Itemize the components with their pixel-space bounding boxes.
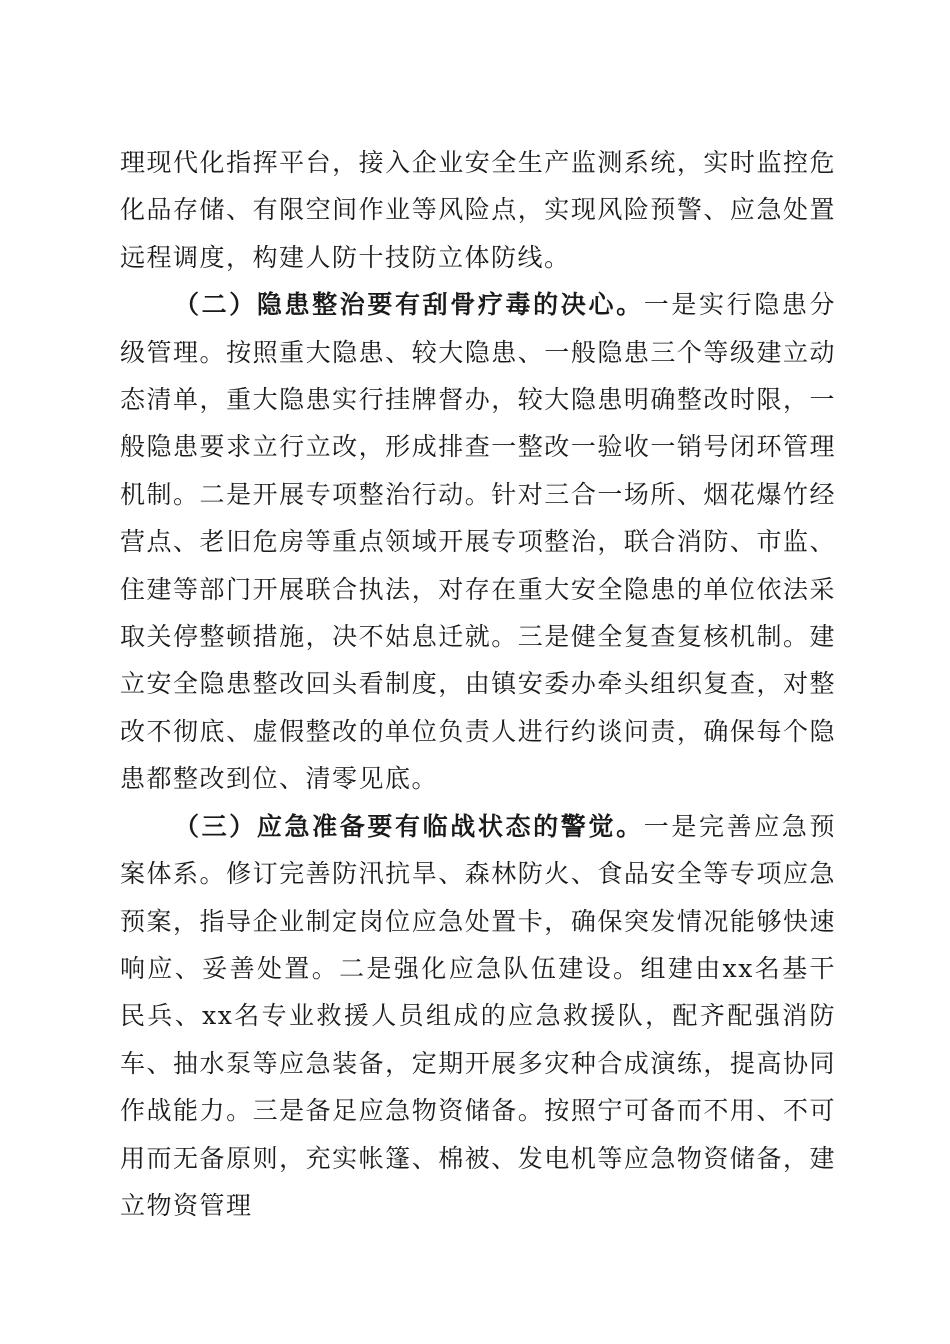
paragraph-text: 理现代化指挥平台，接入企业安全生产监测系统，实时监控危化品存储、有限空间作业等风险点，实现风险预警、应急处置远程调度，构建人防十技防立体防线。 (120, 148, 836, 272)
paragraph-emergency-preparedness (120, 803, 836, 1230)
paragraph-hazard-rectification (120, 281, 836, 802)
paragraph-text: 一是实行隐患分级管理。按照重大隐患、较大隐患、一般隐患三个等级建立动态清单，重大隐患实行挂牌督办，较大隐患明确整改时限，一般隐患要求立行立改，形成排查一整改一验收一销号闭环管理机制。二是开展专项整治行动。针对三合一场所、烟花爆竹经营点、老旧危房等重点领域开展专项整治，联合消防、市监、住建等部门开展联合执法，对存在重大安全隐患的单位依法采取关停整顿措施，决不姑息迁就。三是健全复查复核机制。建立安全隐患整改回头看制度，由镇安委办牵头组织复查，对整改不彻底、虚假整改的单位负责人进行约谈问责，确保每个隐患都整改到位、清零见底。 (120, 290, 836, 794)
paragraph-text: 一是完善应急预案体系。修订完善防汛抗旱、森林防火、食品安全等专项应急预案，指导企业制定岗位应急处置卡，确保突发情况能够快速响应、妥善处置。二是强化应急队伍建设。组建由xx名基干民兵、xx名专业救援人员组成的应急救援队，配齐配强消防车、抽水泵等应急装备，定期开展多灾种合成演练，提高协同作战能力。三是备足应急物资储备。按照宁可备而不用、不可用而无备原则，充实帐篷、棉被、发电机等应急物资储备，建立物资管理 (120, 811, 836, 1220)
paragraph-heading: （三）应急准备要有临战状态的警觉。 (174, 811, 644, 841)
document-body (120, 139, 836, 1229)
paragraph-continuation (120, 139, 836, 281)
paragraph-heading: （二）隐患整治要有刮骨疗毒的决心。 (174, 290, 644, 320)
